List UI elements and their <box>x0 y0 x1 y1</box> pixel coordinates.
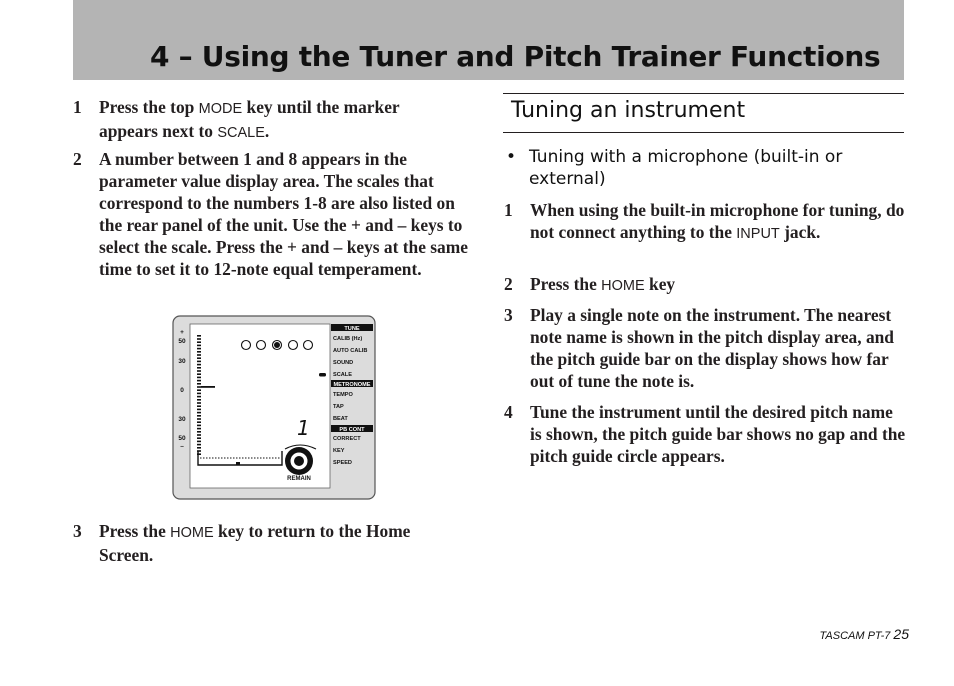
step-number: 2 <box>73 149 82 169</box>
chapter-title: 4 – Using the Tuner and Pitch Trainer Functions <box>150 40 881 73</box>
step-text: Play a single note on the instrument. The nearest note name is shown in the pitch display area, and the pitch guide bar on the display shows how far out of tune the note is. <box>530 305 894 391</box>
subheading-text: Tuning with a microphone (built-in or external) <box>529 147 843 189</box>
pitch-guide-marker <box>236 462 240 465</box>
meter-tick <box>197 393 201 395</box>
menu-item-tune: TUNE <box>344 326 360 332</box>
footer-brand: TASCAM PT-7 <box>819 630 891 642</box>
menu-item-sound: SOUND <box>333 360 354 366</box>
step-number: 3 <box>504 305 513 325</box>
key-name-mode: MODE <box>198 101 243 117</box>
meter-tick <box>197 409 201 411</box>
chapter-header <box>73 0 904 80</box>
menu-item-beat: BEAT <box>333 416 348 422</box>
meter-tick <box>197 345 201 347</box>
meter-tick <box>197 434 201 436</box>
key-name-home: HOME <box>170 525 214 541</box>
note-circle-filled <box>274 342 280 348</box>
scale-label-30: 30 <box>178 358 186 365</box>
meter-tick <box>197 428 201 430</box>
menu-item-metronome: METRONOME <box>333 382 371 388</box>
meter-tick <box>197 399 201 401</box>
step-text: Press the top MODE key until the marker appears next to SCALE. <box>99 97 400 141</box>
meter-tick <box>197 441 201 443</box>
page-footer <box>820 626 909 642</box>
scale-label-0: 0 <box>180 387 184 394</box>
meter-tick <box>197 418 201 420</box>
meter-tick <box>197 383 201 385</box>
step-number: 2 <box>504 274 513 294</box>
remain-label: REMAIN <box>287 476 311 482</box>
parameter-digit: 1 <box>297 416 310 440</box>
meter-tick <box>197 437 201 439</box>
step-number: 3 <box>73 521 82 541</box>
step-number: 1 <box>504 200 513 220</box>
meter-tick <box>197 425 201 427</box>
step-text: Press the HOME key <box>530 274 676 294</box>
step-text: When using the built-in microphone for tuning, do not connect anything to the INPUT jack. <box>530 200 905 242</box>
meter-tick <box>197 351 201 353</box>
meter-tick <box>197 370 201 372</box>
section-title: Tuning an instrument <box>511 98 746 123</box>
scale-label-50: 50 <box>178 338 186 345</box>
meter-tick <box>197 357 201 359</box>
step-number: 4 <box>504 402 513 422</box>
menu-item-speed: SPEED <box>333 460 352 466</box>
section-heading <box>503 93 904 133</box>
menu-item-auto-calib: AUTO CALIB <box>333 348 368 354</box>
meter-tick <box>197 380 201 382</box>
key-name-home: HOME <box>601 278 645 294</box>
meter-tick <box>197 402 201 404</box>
scale-label-30-lower: 30 <box>178 416 186 423</box>
meter-tick <box>197 405 201 407</box>
bullet: • <box>506 147 517 167</box>
lcd-display-illustration <box>172 315 377 501</box>
meter-tick <box>197 373 201 375</box>
menu-item-correct: CORRECT <box>333 436 361 442</box>
menu-name-scale: SCALE <box>217 125 265 141</box>
menu-item-tempo: TEMPO <box>333 392 353 398</box>
step-text: Press the HOME key to return to the Home Screen. <box>99 521 411 565</box>
meter-tick <box>197 338 201 340</box>
meter-tick <box>197 348 201 350</box>
remain-dial-core <box>294 456 304 466</box>
scale-label-50-lower: 50 <box>178 435 186 442</box>
meter-tick <box>197 412 201 414</box>
meter-tick <box>197 447 201 449</box>
menu-item-scale: SCALE <box>333 372 352 378</box>
meter-tick <box>197 361 201 363</box>
meter-tick <box>197 389 201 391</box>
meter-tick <box>197 341 201 343</box>
meter-tick <box>197 421 201 423</box>
scale-marker <box>319 373 326 377</box>
step-number: 1 <box>73 97 82 117</box>
menu-item-calib-hz: CALIB (Hz) <box>333 336 363 342</box>
meter-tick <box>197 444 201 446</box>
step-text: Tune the instrument until the desired pitch name is shown, the pitch guide bar shows no gap and the pitch guide circle appears. <box>530 402 906 466</box>
menu-item-tap: TAP <box>333 404 344 410</box>
meter-tick <box>197 415 201 417</box>
menu-item-pb-cont: PB CONT <box>339 427 365 433</box>
scale-label-minus: – <box>180 443 184 450</box>
meter-tick <box>197 354 201 356</box>
meter-tick <box>197 367 201 369</box>
menu-item-key: KEY <box>333 448 345 454</box>
scale-label-plus: + <box>180 329 184 336</box>
jack-name-input: INPUT <box>736 226 780 242</box>
meter-center-bar <box>201 386 215 388</box>
step-text: A number between 1 and 8 appears in the parameter value display area. The scales that correspond to the numbers 1-8 are also listed on the rear panel of the unit. Use the + and – keys to select the scale. Press the + and – keys at the same time to set it to 12-note equal temperament. <box>99 149 468 279</box>
meter-tick <box>197 396 201 398</box>
meter-tick <box>197 386 201 388</box>
meter-tick <box>197 364 201 366</box>
meter-tick <box>197 377 201 379</box>
page-number: 25 <box>893 626 909 642</box>
meter-tick <box>197 335 201 337</box>
meter-tick <box>197 431 201 433</box>
